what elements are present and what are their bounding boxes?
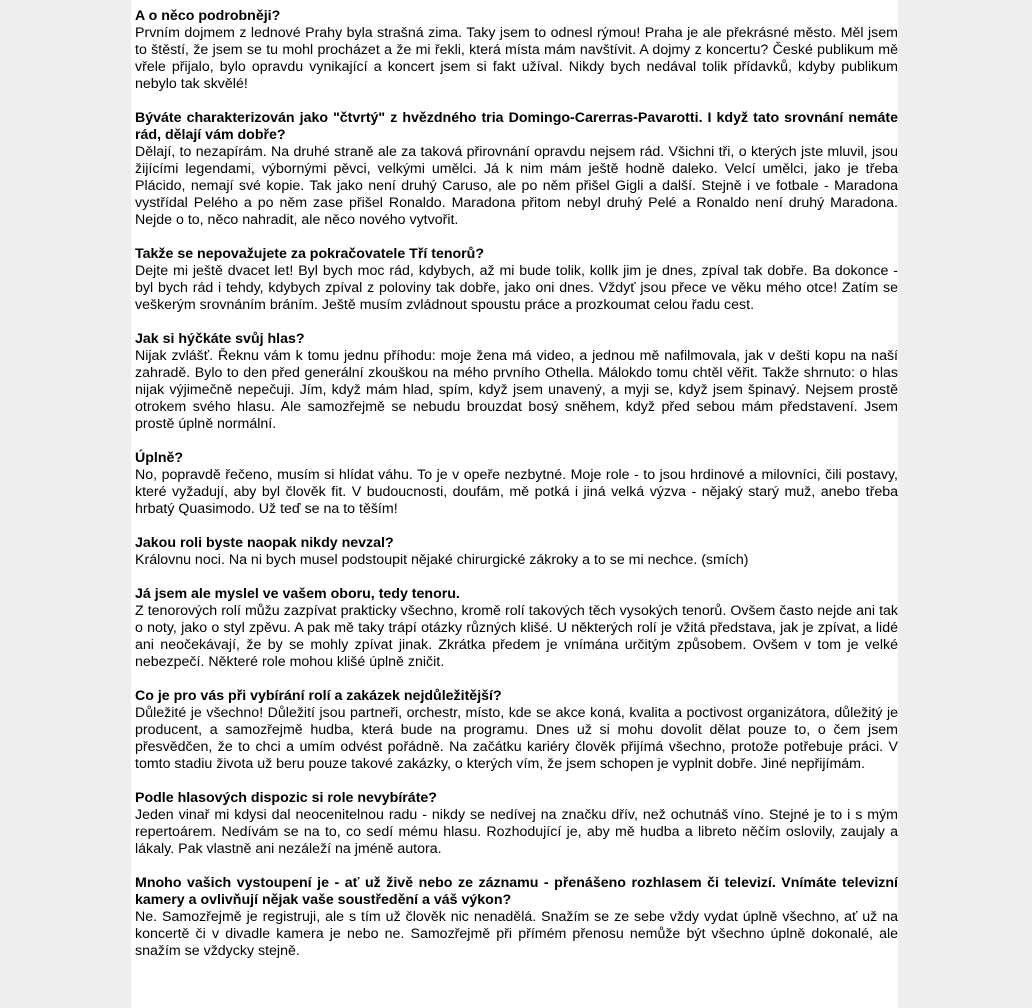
interview-text <box>135 8 898 960</box>
qa-block <box>135 535 898 569</box>
qa-block <box>135 875 898 960</box>
answer: No, popravdě řečeno, musím si hlídat váhu. To je v opeře nezbytné. Moje role - to jsou hrdinové a milovníci, čili postavy, které vyžadují, aby byl člověk fit. V budoucnosti, doufám, mě potká i jiná velká výzva - nějaký starý muž, anebo třeba hrbatý Quasimodo. Už teď se na to těším! <box>135 467 898 517</box>
answer: Královnu noci. Na ni bych musel podstoupit nějaké chirurgické zákroky a to se mi nechce. (smích) <box>135 552 749 568</box>
answer: Jeden vinař mi kdysi dal neocenitelnou radu - nikdy se nedívej na značku dřív, než ochutnáš víno. Stejné je to i s mým repertoárem. Nedívám se na to, co sedí mému hlasu. Rozhodující je, aby mě hudba a libreto něčím oslovily, zaujaly a lákaly. Pak vlastně ani nezáleží na jméně autora. <box>135 807 898 857</box>
answer: Z tenorových rolí můžu zazpívat prakticky všechno, kromě rolí takových těch vysokých tenorů. Ovšem často nejde ani tak o noty, jako o styl zpěvu. A pak mě taky trápí otázky různých klišé. U některých rolí je vžitá představa, jak je zpívat, a lidé ani neočekávají, že by se mohly zpívat jinak. Zkrátka předem je vnímána určitým způsobem. Ovšem v tom je velké nebezpečí. Některé role mohou klišé úplně zničit. <box>135 603 898 670</box>
qa-block <box>135 790 898 858</box>
answer: Nijak zvlášť. Řeknu vám k tomu jednu příhodu: moje žena má video, a jednou mě nafilmovala, jak v dešti kopu na naší zahradě. Bylo to den před generální zkouškou na mého prvního Othella. Málokdo tomu chtěl věřit. Takže shrnuto: o hlas nijak výjimečně nepečuji. Jím, když mám hlad, spím, když jsem unavený, a myji se, když jsem špinavý. Nejsem prostě otrokem svého hlasu. Ale samozřejmě se nebudu brouzdat bosý sněhem, když před sebou mám představení. Jsem prostě úplně normální. <box>135 348 898 432</box>
qa-block <box>135 586 898 671</box>
answer: Prvním dojmem z lednové Prahy byla strašná zima. Taky jsem to odnesl rýmou! Praha je ale překrásné město. Měl jsem to štěstí, že jsem se tu mohl procházet a že mi řekli, která místa mám navštívit. A dojmy z koncertu? České publikum mě vřele přijalo, bylo opravdu vynikající a koncert jsem si fakt užíval. Nikdy bych nedával tolik přídavků, kdyby publikum nebylo tak skvělé! <box>135 25 898 92</box>
qa-block <box>135 688 898 773</box>
question: Co je pro vás při vybírání rolí a zakázek nejdůležitější? <box>135 688 502 704</box>
answer: Dělají, to nezapírám. Na druhé straně ale za taková přirovnání opravdu nejsem rád. Všichni tři, o kterých jste mluvil, jsou žijícími legendami, výbornými pěvci, velkými umělci. Já k nim mám ještě hodně daleko. Velcí umělci, jako je třeba Plácido, nemají své kopie. Tak jako není druhý Caruso, ale po něm přišel Gigli a další. Stejně i ve fotbale - Maradona vystřídal Pelého a po něm zase přišel Ronaldo. Maradona přitom nebyl druhý Pelé a Ronaldo není druhý Maradona. Nejde o to, něco nahradit, ale něco nového vytvořit. <box>135 144 898 228</box>
qa-block <box>135 8 898 93</box>
qa-block <box>135 246 898 314</box>
qa-block <box>135 331 898 433</box>
qa-block <box>135 450 898 518</box>
answer: Důležité je všechno! Důležití jsou partneři, orchestr, místo, kde se akce koná, kvalita a poctivost organizátora, důležitý je producent, a samozřejmě hudba, která bude na programu. Dnes už si mohu dovolit dělat pouze to, o čem jsem přesvědčen, že to chci a umím odvést pořádně. Na začátku kariéry člověk přijímá všechno, protože potřebuje práci. V tomto stadiu života už beru pouze takové zakázky, o kterých vím, že jsem schopen je vyplnit dobře. Jiné nepřijímám. <box>135 705 898 772</box>
question: A o něco podrobněji? <box>135 8 281 24</box>
question: Takže se nepovažujete za pokračovatele Tří tenorů? <box>135 246 485 262</box>
question: Mnoho vašich vystoupení je - ať už živě nebo ze záznamu - přenášeno rozhlasem či televizí. Vnímáte televizní kamery a ovlivňují nějak vaše soustředění a váš výkon? <box>135 875 898 908</box>
question: Býváte charakterizován jako "čtvrtý" z hvězdného tria Domingo-Carerras-Pavarotti. I když tato srovnání nemáte rád, dělají vám dobře? <box>135 110 898 143</box>
article-page <box>131 0 898 1008</box>
question: Podle hlasových dispozic si role nevybíráte? <box>135 790 437 806</box>
question: Úplně? <box>135 450 184 466</box>
qa-block <box>135 110 898 229</box>
answer: Ne. Samozřejmě je registruji, ale s tím už člověk nic nenadělá. Snažím se ze sebe vždy vydat úplně všechno, ať už na koncertě či v divadle kamera je nebo ne. Samozřejmě při přímém přenosu nemůže být všechno úplně dokonalé, ale snažím se vždycky stejně. <box>135 909 898 959</box>
question: Jakou roli byste naopak nikdy nevzal? <box>135 535 394 551</box>
answer: Dejte mi ještě dvacet let! Byl bych moc rád, kdybych, až mi bude tolik, kollk jim je dnes, zpíval tak dobře. Ba dokonce - byl bych rád i tehdy, kdybych zpíval z poloviny tak dobře, jako oni dnes. Vždyť jsou přece ve věku mého otce! Zatím se veškerým srovnáním bráním. Ještě musím zvládnout spoustu práce a prozkoumat celou řadu cest. <box>135 263 898 313</box>
question: Jak si hýčkáte svůj hlas? <box>135 331 305 347</box>
question: Já jsem ale myslel ve vašem oboru, tedy tenoru. <box>135 586 460 602</box>
